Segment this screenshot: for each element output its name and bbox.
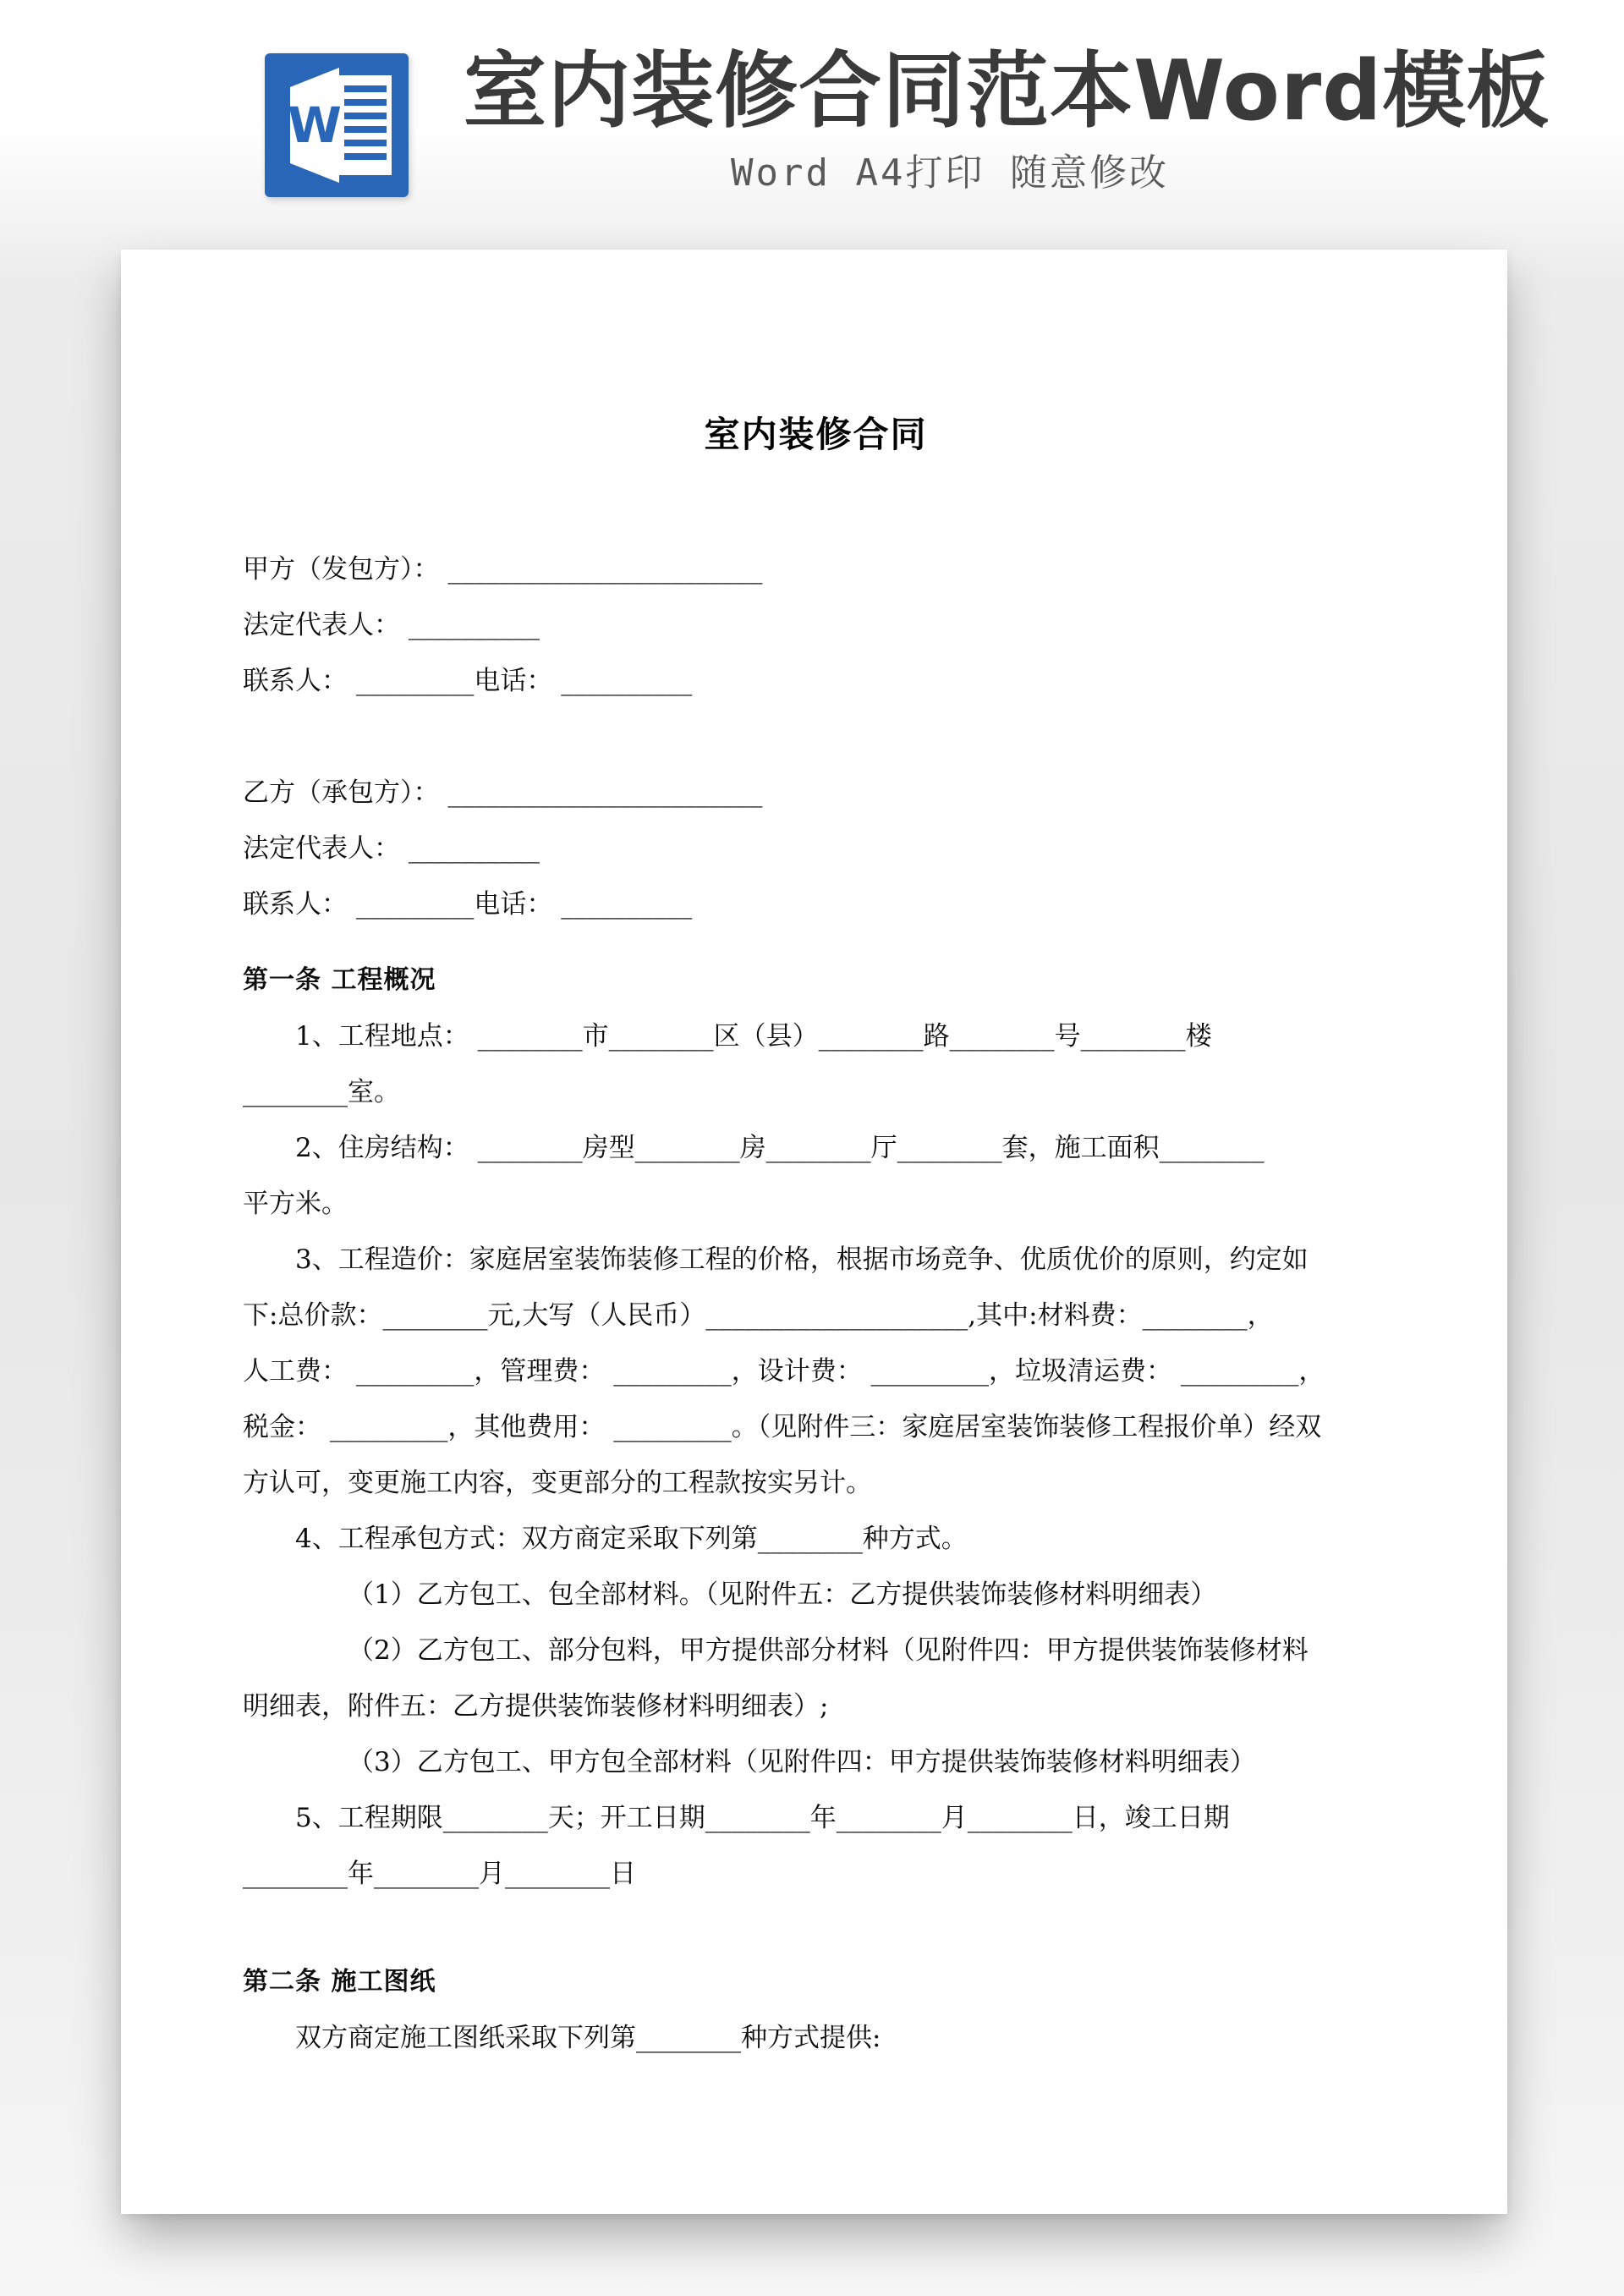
clause-1-location: 1、工程地点： ________市________区（县）________路________号________楼 xyxy=(295,1021,1212,1052)
clause-5-duration-cont: ________年________月________日 xyxy=(243,1859,636,1889)
hero-text-block xyxy=(464,41,1550,195)
document-title: 室内装修合同 xyxy=(704,414,928,455)
clause-4-option-1: （1）乙方包工、包全部材料。（见附件五：乙方提供装饰装修材料明细表） xyxy=(348,1579,1217,1610)
article-2-heading: 第二条 施工图纸 xyxy=(243,1967,436,1997)
party-b-name-line: 乙方（承包方）： ________________________ xyxy=(243,777,763,808)
clause-5-duration: 5、工程期限________天；开工日期________年________月________日，竣工日期 xyxy=(295,1803,1230,1833)
hero-header xyxy=(0,0,1624,250)
clause-4-contract-mode: 4、工程承包方式：双方商定采取下列第________种方式。 xyxy=(295,1524,968,1554)
clause-4-option-3: （3）乙方包工、甲方包全部材料（见附件四：甲方提供装饰装修材料明细表） xyxy=(348,1747,1256,1777)
clause-3-price-cont-4: 方认可，变更施工内容，变更部分的工程款按实另计。 xyxy=(243,1468,872,1498)
party-b-contact-phone: 联系人： _________电话： __________ xyxy=(243,889,693,920)
document-body xyxy=(243,541,1389,2066)
clause-3-price-cont-2: 人工费： _________，管理费： _________，设计费： _________，垃圾清运费： _________， xyxy=(243,1356,1325,1387)
article-2-intro: 双方商定施工图纸采取下列第________种方式提供: xyxy=(295,2023,881,2053)
article-1-heading: 第一条 工程概况 xyxy=(243,965,436,995)
clause-4-option-2-cont: 明细表，附件五：乙方提供装饰装修材料明细表）; xyxy=(243,1691,829,1722)
clause-1-location-cont: ________室。 xyxy=(243,1077,400,1107)
party-a-representative: 法定代表人： __________ xyxy=(243,610,540,640)
party-b-representative: 法定代表人： __________ xyxy=(243,833,540,864)
clause-3-price: 3、工程造价：家庭居室装饰装修工程的价格，根据市场竞争、优质优价的原则，约定如 xyxy=(295,1244,1309,1275)
clause-3-price-cont-3: 税金： _________，其他费用： _________。（见附件三：家庭居室装饰装修工程报价单）经双 xyxy=(243,1412,1322,1442)
svg-text:W: W xyxy=(288,96,342,154)
clause-2-structure: 2、住房结构： ________房型________房________厅________套，施工面积________ xyxy=(295,1133,1265,1163)
hero-title: 室内装修合同范本Word模板 xyxy=(464,43,1550,140)
document-page xyxy=(121,250,1507,2214)
clause-4-option-2: （2）乙方包工、部分包料，甲方提供部分材料（见附件四：甲方提供装饰装修材料 xyxy=(348,1635,1309,1666)
word-icon xyxy=(265,53,409,197)
party-a-contact-phone: 联系人： _________电话： __________ xyxy=(243,666,693,696)
hero-subtitle: Word A4打印 随意修改 xyxy=(731,151,1169,195)
clause-3-price-cont-1: 下:总价款：________元,大写（人民币）____________________,其中:材料费：________， xyxy=(243,1300,1274,1331)
clause-2-structure-cont: 平方米。 xyxy=(243,1189,348,1219)
party-a-name-line: 甲方（发包方）： ________________________ xyxy=(243,554,763,585)
